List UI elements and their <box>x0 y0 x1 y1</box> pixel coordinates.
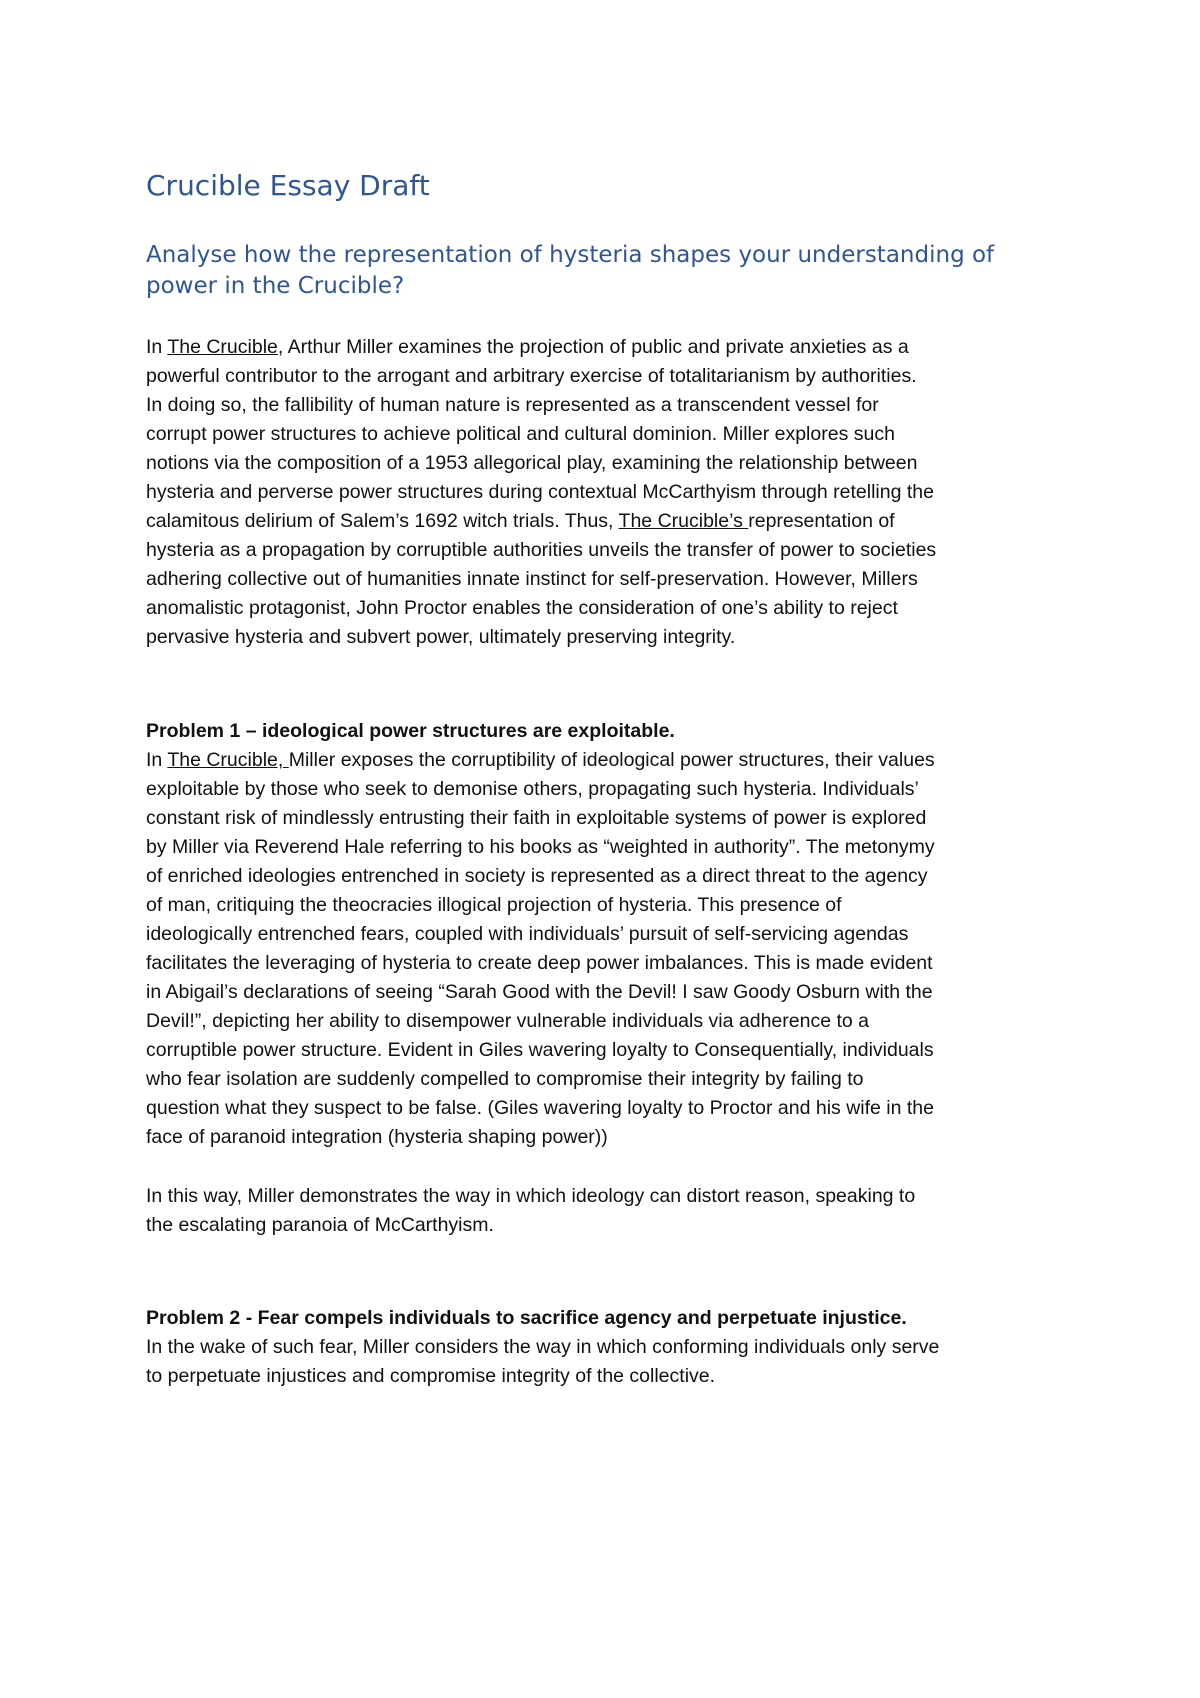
problem1-line: facilitates the leveraging of hysteria to create deep power imbalances. This is made evident <box>146 952 933 974</box>
problem1-line: ideologically entrenched fears, coupled with individuals’ pursuit of self-servicing agendas <box>146 923 909 945</box>
problem1-line: of man, critiquing the theocracies illogical projection of hysteria. This presence of <box>146 894 842 916</box>
problem1-conclusion-line: In this way, Miller demonstrates the way in which ideology can distort reason, speaking to <box>146 1185 916 1207</box>
intro-line: hysteria as a propagation by corruptible authorities unveils the transfer of power to societies <box>146 539 937 561</box>
problem1-line: by Miller via Reverend Hale referring to his books as “weighted in authority”. The metonymy <box>146 836 935 858</box>
intro-line: In doing so, the fallibility of human nature is represented as a transcendent vessel for <box>146 394 879 416</box>
problem1-line: Devil!”, depicting her ability to disempower vulnerable individuals via adherence to a <box>146 1010 869 1032</box>
problem2-line: In the wake of such fear, Miller considers the way in which conforming individuals only serve <box>146 1336 940 1358</box>
problem1-line: face of paranoid integration (hysteria shaping power)) <box>146 1126 608 1148</box>
essay-question: Analyse how the representation of hysteria shapes your understanding of power in the Crucible? <box>146 242 995 299</box>
play-title-ref: The Crucible, <box>167 749 289 771</box>
problem1-line: who fear isolation are suddenly compelled to compromise their integrity by failing to <box>146 1068 864 1090</box>
intro-line: anomalistic protagonist, John Proctor enables the consideration of one’s ability to reject <box>146 597 898 619</box>
play-title-ref: The Crucible <box>167 336 278 358</box>
intro-line: corrupt power structures to achieve political and cultural dominion. Miller explores such <box>146 423 895 445</box>
problem1-line: In The Crucible, Miller exposes the corruptibility of ideological power structures, their values <box>146 749 935 771</box>
intro-line: adhering collective out of humanities innate instinct for self-preservation. However, Millers <box>146 568 918 590</box>
intro-line: pervasive hysteria and subvert power, ultimately preserving integrity. <box>146 626 736 648</box>
problem1-line: constant risk of mindlessly entrusting their faith in exploitable systems of power is explored <box>146 807 927 829</box>
intro-line: In The Crucible, Arthur Miller examines the projection of public and private anxieties as a <box>146 336 909 358</box>
problem1-line: in Abigail’s declarations of seeing “Sarah Good with the Devil! I saw Goody Osburn with the <box>146 981 933 1003</box>
intro-line: notions via the composition of a 1953 allegorical play, examining the relationship between <box>146 452 918 474</box>
problem1-line: question what they suspect to be false. (Giles wavering loyalty to Proctor and his wife in the <box>146 1097 934 1119</box>
problem1-line: of enriched ideologies entrenched in society is represented as a direct threat to the agency <box>146 865 928 887</box>
problem1-line: exploitable by those who seek to demonise others, propagating such hysteria. Individuals’ <box>146 778 919 800</box>
problem2-line: to perpetuate injustices and compromise integrity of the collective. <box>146 1365 716 1387</box>
document-title: Crucible Essay Draft <box>146 169 430 202</box>
intro-line: calamitous delirium of Salem’s 1692 witch trials. Thus, The Crucible’s representation of <box>146 510 895 532</box>
problem1-line: corruptible power structure. Evident in Giles wavering loyalty to Consequentially, individuals <box>146 1039 934 1061</box>
problem1-heading: Problem 1 – ideological power structures are exploitable. <box>146 720 675 742</box>
intro-line: hysteria and perverse power structures during contextual McCarthyism through retelling the <box>146 481 934 503</box>
problem1-conclusion-line: the escalating paranoia of McCarthyism. <box>146 1214 494 1236</box>
problem2-heading: Problem 2 - Fear compels individuals to sacrifice agency and perpetuate injustice. <box>146 1307 907 1329</box>
play-title-ref: The Crucible’s <box>618 510 749 532</box>
intro-line: powerful contributor to the arrogant and arbitrary exercise of totalitarianism by authorities. <box>146 365 917 387</box>
